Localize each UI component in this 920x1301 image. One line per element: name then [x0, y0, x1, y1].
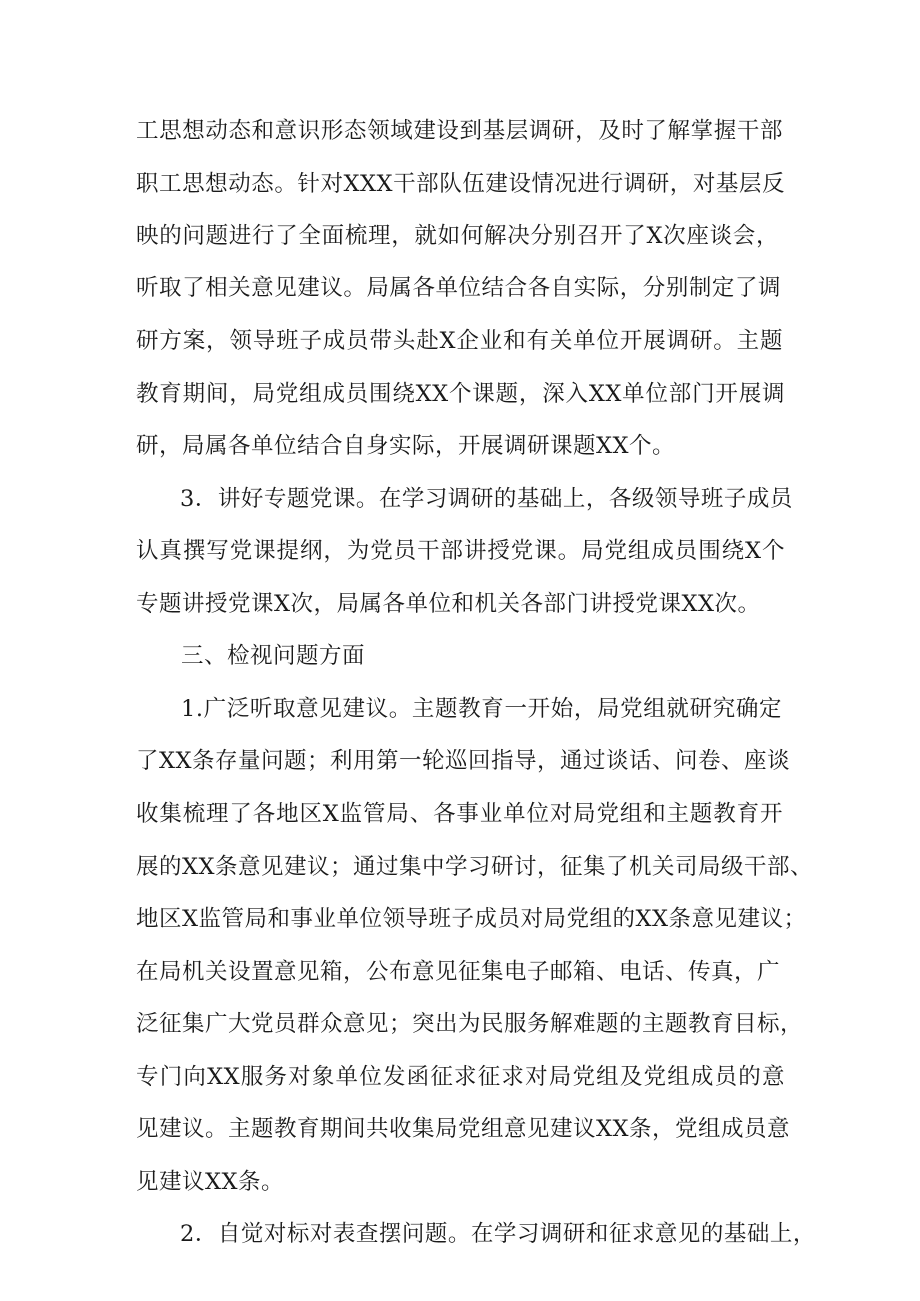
text-line-8: 3．讲好专题党课。在学习调研的基础上，各级领导班子成员	[180, 486, 793, 512]
text-line-9: 认真撰写党课提纲，为党员干部讲授党课。局党组成员围绕X个	[136, 538, 785, 564]
text-line-18: 泛征集广大党员群众意见；突出为民服务解难题的主题教育目标，	[136, 1011, 804, 1037]
text-line-2: 职工思想动态。针对XXX干部队伍建设情况进行调研，对基层反	[136, 171, 785, 197]
text-line-22: 2．自觉对标对表查摆问题。在学习调研和征求意见的基础上，	[180, 1221, 816, 1247]
text-line-6: 教育期间，局党组成员围绕XX个课题，深入XX单位部门开展调	[136, 381, 785, 407]
text-line-19: 专门向XX服务对象单位发函征求征求对局党组及党组成员的意	[136, 1064, 785, 1090]
text-line-15: 展的XX条意见建议；通过集中学习研讨，征集了机关司局级干部、	[136, 854, 814, 880]
section-heading: 三、检视问题方面	[181, 643, 366, 669]
text-line-3: 映的问题进行了全面梳理，就如何解决分别召开了X次座谈会，	[136, 223, 779, 249]
text-line-20: 见建议。主题教育期间共收集局党组意见建议XX条，党组成员意	[136, 1116, 791, 1142]
text-line-7: 研，局属各单位结合自身实际，开展调研课题XX个。	[136, 433, 676, 459]
text-line-17: 在局机关设置意见箱，公布意见征集电子邮箱、电话、传真，广	[136, 959, 781, 985]
text-line-16: 地区X监管局和事业单位领导班子成员对局党组的XX条意见建议；	[136, 906, 807, 932]
text-line-5: 研方案，领导班子成员带头赴X企业和有关单位开展调研。主题	[136, 328, 783, 354]
text-line-21: 见建议XX条。	[136, 1169, 285, 1195]
text-line-10: 专题讲授党课X次，局属各单位和机关各部门讲授党课XX次。	[136, 591, 761, 617]
text-line-4: 听取了相关意见建议。局属各单位结合各自实际，分别制定了调	[136, 275, 781, 301]
text-line-1: 工思想动态和意识形态领域建设到基层调研，及时了解掌握干部	[136, 118, 783, 144]
text-line-12: 1.广泛听取意见建议。主题教育一开始，局党组就研究确定	[181, 696, 782, 722]
text-line-14: 收集梳理了各地区X监管局、各事业单位对局党组和主题教育开	[136, 801, 783, 827]
text-line-13: 了XX条存量问题；利用第一轮巡回指导，通过谈话、问卷、座谈	[136, 748, 791, 774]
